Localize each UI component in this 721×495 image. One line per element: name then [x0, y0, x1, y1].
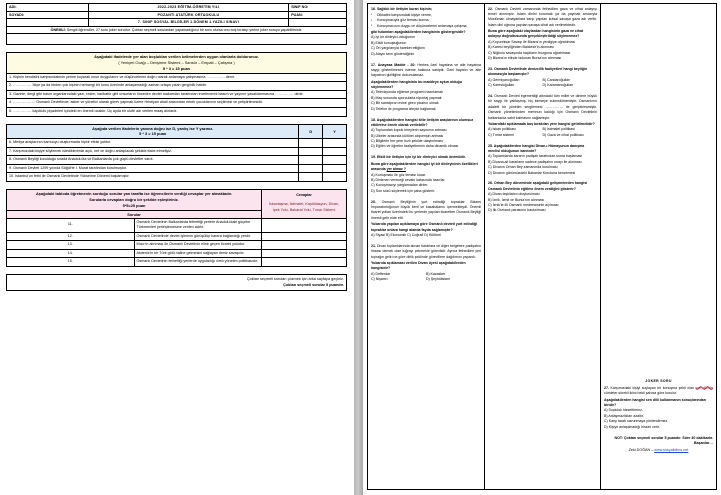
q22-option-c[interactable]: C) Niğbolu savaşında haçlıların bozguna uğratılması	[488, 50, 571, 55]
q16-bullets	[371, 13, 481, 29]
exam-header-table	[6, 3, 347, 45]
q16-option-b[interactable]: B) Etkili konuştuğunun	[371, 40, 407, 45]
q24-option-d[interactable]: D) Gaza ve cihat politikası	[542, 132, 584, 137]
q19-option-d[interactable]: D) Son sözü söylemek için çaba gösterir.	[371, 188, 436, 193]
exam-title: 7. SINIF SOSYAL BİLGİLER 1.DÖNEM 1.YAZILI SINAVI	[88, 19, 289, 26]
q21-option-a[interactable]: A) Defterdar	[371, 271, 391, 276]
q16-option-a[interactable]: A) İyi bir dinleyici olduğunun	[371, 35, 416, 40]
q26-option-a[interactable]: A) Divan teşkilatını oluşturulması	[488, 192, 540, 197]
page-divider	[354, 0, 363, 495]
column-3-top-spacer	[604, 7, 713, 375]
tf-answer-y-7[interactable]	[323, 147, 347, 156]
q20-stem: Osmanlı Beyliğinin yurt edindiği topraklar Bizans İmparatorluğunun büyük kent ve kasabalarını içermekteydi. Önemli ticaret yolları üzerindeki bu yerlerde yapılan ticaretten Osmanlı Beyliği önemli gelir elde etti.	[371, 199, 481, 220]
q17-number: 17.	[371, 62, 376, 67]
q25-option-b[interactable]: B) Divana ait kararların sadece padişahın onayı ile alınması	[488, 159, 582, 164]
q18-number: 18.	[371, 117, 376, 122]
column-header-false: Y	[323, 124, 347, 139]
question-column-2	[484, 4, 600, 489]
q27-option-d[interactable]: D) Kişiye anlaşılmadığı hissini verir.	[604, 424, 660, 429]
q18-option-c[interactable]: C) Bilgilerin her yere hızlı şekilde ulaştırılması	[371, 139, 443, 144]
q21-option-b[interactable]: B) Kazasker	[426, 271, 446, 276]
author-name: Zeki DOĞAN	[628, 448, 651, 453]
question-18	[371, 118, 481, 150]
q23-number: 23.	[488, 66, 493, 71]
spacer-2	[6, 117, 347, 124]
q19-lead: Buna göre aşağıdakilerden hangisi iyi bir dinleyicinin özellikleri arasında	[371, 161, 478, 172]
q19-option-c[interactable]: C) Konuşmacıyı yarglamadan dinler.	[371, 183, 429, 188]
match-row-answer-14[interactable]	[262, 249, 347, 258]
match-row-answer-15[interactable]	[262, 258, 347, 267]
true-false-header	[7, 124, 299, 139]
fill-item-4[interactable]: 4. ……………… Osmanlı Devletinde, asker ve yönetici olarak görev yapmak üzere Hristiyan ahali arasından erkek çocuklarının seçilmesi ve yetiştirilmesidir.	[7, 99, 347, 108]
q24-stem: Osmanlı Devleti egemenliği altındaki tüm millet ve dinlere büyük bir saygı ile yaklaşmış, hiç kimseye zulmedilmemiştir. Osmanlının adaletli bir yönetim sergilemesi …………… ile gerçekleşmiştir. Osmanlı yönetiminden memnun kaldığı için Osmanlı Devletinin balkanlarda sabit kalmasını sağlamıştır.	[488, 93, 597, 120]
question-26	[488, 181, 597, 213]
q23-options-row-2	[488, 83, 597, 88]
match-row-no-11: 11.	[7, 218, 135, 232]
fill-in-blanks-header	[7, 53, 347, 74]
score-label: PUAN:	[289, 11, 347, 19]
question-20	[371, 200, 481, 239]
question-16	[371, 7, 481, 58]
match-row-answer-12[interactable]	[262, 232, 347, 241]
tf-item-6: 6. Medya araçlarının kamuoyu oluşturmada hiçbir etkisi yoktur.	[7, 139, 299, 148]
q21-lead: Yukarıda açıklaması verilen Divan üyesi aşağıdakilerden hangisidir?	[371, 261, 466, 271]
match-row-text-11: Osmanlı Devletinin Balkanlarda fethettiği yerlere Anadolu'daki göçebe Türkmenleri yerleştirmesine verilen addır.	[134, 218, 262, 232]
q22-number: 22.	[488, 6, 493, 11]
q16-bullet-3: ▪ Konuşmacının duygu ve düşüncelerini anlamaya çalışma	[371, 24, 481, 29]
q20-lead: Yukarıda yapılan açıklamaya göre Osmanlı devleti yurt edindiği topraklar onlara hangi alanda fayda sağlamıştır?	[371, 222, 478, 232]
q17-option-d[interactable]: D) Telefon ile programa izleyici bağlamak	[371, 106, 436, 111]
q27-option-b[interactable]: B) Anlaşmazlıkları azaltır.	[604, 413, 644, 418]
column-header-true: D	[299, 124, 323, 139]
q24-options-row-2	[488, 133, 597, 138]
fill-item-3[interactable]: 3. Gazete, dergi gibi basın organlarındaki yazı, resim, karikatür gibi unsurların önceden devlet makamları tarafından incelenerek basım ve yayının yasaklanmasına …………… denir.	[7, 90, 347, 99]
student-name-label: ADI:	[7, 4, 89, 12]
q26-lead: Orhan Bey döneminde aşağıdaki gelişmelerden hangisi Osmanlı Devletinin eğitime önem verdiğini gösterir?	[488, 181, 588, 191]
tf-answer-d-9[interactable]	[299, 164, 323, 173]
website-url[interactable]: www.sosyalbilms.net	[654, 448, 689, 453]
matching-title-line1: Aşağıdaki tabloda öğretmenin sorduğu sorular yan tarafta ise öğrencilerin verdiği cevaplar yer almaktadır.	[35, 190, 233, 196]
q17-lead: Aşağıdakilerden hangisinin bu maddeye aykırı olduğu söylenemez?	[371, 79, 462, 90]
question-17	[371, 63, 481, 113]
q27-number: 27.	[604, 385, 609, 390]
q23-lead: Osmanlı Devletinde denizcilik faaliyetleri hangi beyliğin alınmasıyla başlamıştır?	[488, 66, 588, 77]
fill-item-5[interactable]: 5. …………… kapıkulu piyadeleri içindeki en önemli ocaktır. Üç ayda bir ulufe adı verilen maaş alırlardı.	[7, 107, 347, 116]
q22-option-b[interactable]: B) Karesi beyliğinden Balıkesir'in alınması	[488, 45, 554, 50]
fill-in-blanks-section	[6, 52, 347, 116]
tf-item-10: 10. İstanbul'un fethi ile Osmanlı Devletinde Yükselme Dönemi başlamıştır.	[7, 173, 299, 182]
match-row-no-14: 14.	[7, 249, 135, 258]
q25-option-a[interactable]: A) Toplantılarda kararın padişah tarafından sonra başlaması	[488, 154, 583, 159]
joker-question-title: JOKER SORU	[645, 378, 672, 383]
true-false-points: 5 * 3 = 15 puan	[139, 131, 167, 137]
q26-option-b[interactable]: B) İznik, İzmit ve Bursa'nın alınması	[488, 197, 545, 202]
q26-number: 26.	[488, 181, 493, 186]
question-22	[488, 7, 597, 62]
questions-column-header: Sorular	[7, 210, 262, 218]
tf-item-8: 8. Osmanlı Beyliği kurulduğu sırada Anadolu'da ve Balkanlarda çok güçlü devletler vardı.	[7, 156, 299, 165]
q18-option-a[interactable]: A) Toplumdan kopuk bireylerin sayısının artması	[371, 128, 447, 133]
q25-number: 25.	[488, 143, 493, 148]
q20-options-inline[interactable]: A) Siyasi B) Ekonomik C) Coğrafi D) Kültürel	[371, 232, 441, 237]
matching-section	[6, 189, 347, 267]
tf-answer-y-6[interactable]	[323, 139, 347, 148]
academic-year: 2022-2023 EĞİTİM-ÖĞRETİM YILI	[88, 4, 289, 12]
q17-option-c[interactable]: C) Bir sanatçının evine giren çıkanın olmak	[371, 101, 439, 106]
matching-header	[7, 189, 262, 210]
q22-option-d[interactable]: D) Bizans'ın elinde bulunan Bursa'nın alınması	[488, 56, 562, 61]
q24-option-b[interactable]: B) İstimalet politikası	[542, 127, 576, 132]
q25-option-c[interactable]: C) Divanın Orhan Bey zamanında kurulması	[488, 165, 558, 170]
q20-number: 20.	[371, 199, 376, 204]
match-row-answer-13[interactable]	[262, 241, 347, 250]
q21-option-c[interactable]: C) Nişancı	[371, 277, 388, 282]
footer-points-note: Çoktan seçmeli sorular 5 puandır.	[283, 283, 344, 288]
q16-bullet-1: ▪ Dikkatini karşısındaki kişiye verme,	[371, 13, 481, 18]
question-27	[604, 379, 713, 431]
author-signature	[604, 448, 713, 454]
q27-lead: Aşağıdakilerden hangisi sen dilli kullanmanın sonuçlarından biridir?	[604, 397, 706, 408]
left-page	[0, 0, 353, 495]
q23-option-b[interactable]: B) Candaroğulları	[542, 77, 571, 82]
match-row-text-12: Osmanlı Devletinde devlet işlerinin görüşülüp karara bağlandığı yerdir.	[134, 232, 262, 241]
q25-option-d[interactable]: D) Divanın günümüzdeki Bakanlar Kuruluna benzemesi	[488, 170, 576, 175]
fill-item-1[interactable]: 1. Kişinin kendisini karşısındakinin yerine koyarak onun duygularını ve düşüncelerini doğru olarak anlamaya çalışmasına …………… denir.	[7, 73, 347, 82]
q23-option-c[interactable]: C) Karesioğulları	[488, 83, 515, 88]
question-25	[488, 144, 597, 176]
important-text: Sevgili öğrenciler, 27 soru joker sorudur. Çoktan seçmeli sorulardan yapamadığınız bir soru olursa onu boş bırakıp yerine joker soruyu yapabilirsiniz.	[66, 27, 303, 32]
q26-option-d[interactable]: D) İlk Osmanlı parasının bastırılması	[488, 208, 546, 213]
q23-option-d[interactable]: D) Karamanoğulları	[542, 83, 574, 88]
score-blank	[289, 19, 347, 26]
class-no-label: SINIF NO:	[289, 4, 347, 12]
important-note	[7, 26, 347, 33]
q16-bullet-2: ▪ Konuşmacıyla göz teması kurma,	[371, 18, 481, 23]
matching-title-line2: Sorularla cevapları doğru bir şekilde eşleştiriniz.	[89, 196, 179, 202]
spacer-1	[6, 45, 347, 52]
q24-option-a[interactable]: A) İskan politikası	[488, 127, 516, 132]
q18-option-b[interactable]: B) Ülkeler arasında kültürel alışverişin artması	[371, 133, 444, 138]
q17-stem: Herkes özel hayatına ve aile hayatına saygı gösterilmesini isteme hakkına sahiptir. Özel hayatın ve aile hayatının gizliliğine dokunulamaz.	[371, 62, 481, 78]
q24-lead: Yukarıdaki açıklamada boş bırakılan yere hangisi getirilmelidir?	[488, 121, 595, 126]
q25-lead: Aşağıdakilerden hangisi Divan-ı Hümayunun danışma meclisi olduğunun kanıtıdır?	[488, 143, 585, 153]
q21-options-row-2	[371, 277, 481, 282]
q16-lead: gibi tutumları aşağıdakilerden hangisinin göstergesidir?	[371, 30, 466, 35]
answers-column-header: Cevaplar	[296, 193, 312, 198]
question-23	[488, 67, 597, 89]
tf-answer-d-8[interactable]	[299, 156, 323, 165]
question-column-1	[368, 4, 484, 489]
q27-option-c[interactable]: C) Karşı tarafı savunmaya yönlendirmez.	[604, 419, 669, 424]
q27-option-a[interactable]: A) Suçluluk hissettirmez.	[604, 408, 643, 413]
match-row-text-14: Akdeniz'in bir Türk gölü haline gelmesini sağlayan deniz savaşıdır.	[134, 249, 262, 258]
left-footer-box	[6, 274, 347, 291]
right-page	[363, 0, 721, 495]
q27-stem-emphasis: sen dilinde	[695, 385, 713, 390]
match-row-text-13: Mısır'ın alınması ile Osmanlı Devletinin eline geçen ticaret yoludur.	[134, 241, 262, 250]
q16-number: 16.	[371, 6, 376, 11]
fill-in-blanks-points: 5 * 3 = 15 puan	[162, 65, 191, 71]
fill-in-blanks-title: Aşağıdaki ifadelerde yer alan boşlukları verilen kelimelerden uygun olanlarla doldurunuz.	[94, 54, 259, 60]
matching-points: 5*5=25 puan	[122, 202, 146, 208]
match-row-no-13: 13.	[7, 241, 135, 250]
questions-columns	[367, 3, 717, 490]
q17-option-a[interactable]: A) Televizyonda eğlence programı hazırlamak	[371, 90, 443, 95]
exam-note: NOT: Çoktan seçmeli sorular 5 puandır. Süre 40 dakikadır. Başarılar…	[614, 435, 713, 445]
question-19	[371, 155, 481, 194]
q17-stem-bold: Anayasa Madde - 20:	[377, 62, 416, 67]
q17-option-b[interactable]: B) Maç sonunda sporcularla röportaj yapmak	[371, 95, 442, 100]
q21-stem: Divan toplantılarında alınan kararlara ve diğer belgelere padişahın imzası demek olan tuğrayı çekmekle görevlidir. Ayrıca fethedilen yeri toprağın geliri ne göre dirlik şeklinde görevlilere dağıtımını yapardı.	[371, 243, 481, 259]
match-row-no-15: 15.	[7, 258, 135, 267]
q18-option-d[interactable]: D) Eğitim ve öğretim faaliyetlerinin daha dinamik olması	[371, 144, 459, 149]
q18-lead: Aşağıdakilerden hangisi kitle iletişim araçlarının olumsuz etkilerine örnek olarak verilebilir?	[371, 117, 474, 127]
tf-item-9: 9. Osmanlı Devleti 1299 yılında Söğüt'te I. Murat tarafından kurulmuştur.	[7, 164, 299, 173]
tf-answer-d-7[interactable]	[299, 147, 323, 156]
word-bank: ( Yeniçeri Ocağı – Devşirme Sistemi – Sansür – Empati – Çatışma )	[118, 60, 235, 66]
true-false-section	[6, 124, 347, 182]
q23-option-a[interactable]: A) Germiyanoğulları	[488, 77, 520, 82]
q26-option-c[interactable]: C) İznik'te ilk Osmanlı medresesinin açılması	[488, 203, 559, 207]
q19-number: 19.	[371, 155, 376, 160]
q21-option-d[interactable]: D) Şeyhülislam	[426, 277, 450, 282]
q16-stem: Sağlıklı bir iletişim kuran kişinin;	[376, 6, 433, 11]
spacer-4	[6, 267, 347, 274]
tf-answer-y-10[interactable]	[323, 173, 347, 182]
important-prefix: ÖNEMLİ:	[50, 27, 66, 32]
q19-option-a[interactable]: A) Konuşmacı ile göz teması kurar.	[371, 172, 426, 177]
tf-answer-y-8[interactable]	[323, 156, 347, 165]
q27-stem-rest: cümleler sürekli ikinci tekil şahısa göre kurulur.	[604, 391, 677, 396]
q22-option-a[interactable]: A) Koyunhisar Savaşı ile Bizans'ın yenilgiye uğratılması	[488, 39, 576, 44]
left-footer	[7, 274, 347, 290]
q19-stem: Etkili bir iletişim için iyi bir dinleyici olmak önemlidir.	[376, 155, 466, 160]
header-spacer	[7, 34, 347, 45]
answers-column	[262, 189, 347, 218]
match-row-answer-11[interactable]	[262, 218, 347, 232]
question-21	[371, 244, 481, 283]
q24-option-c[interactable]: C) Tımar sistemi	[488, 132, 514, 137]
answers-word-list: İskanlaşma, İstimalet, Kapitülasyon, Divan, İpek Yolu, Baharat Yolu, Tımar Sistemi	[268, 202, 340, 213]
fill-item-2[interactable]: 2. …………… İkiye ya da birden çok kişinin herhangi bir konu üzerinde anlaşamadığı zaman ortaya çıkan gerginlik halidir.	[7, 82, 347, 91]
tf-answer-y-9[interactable]	[323, 164, 347, 173]
q24-number: 24.	[488, 93, 493, 98]
footer-turn-page-note: Çoktan seçmeli soruları çözmek için arka sayfaya geçiniz.	[246, 276, 344, 281]
q21-number: 21.	[371, 243, 376, 248]
q22-stem: Osmanlı Devleti zamanında fethedilen gaza ve cihat anlayışı temel alınmıştır. İslam dinini korumak ya da yaymak amacıyla Müslüman olmayanlara karşı yapılan kutsal savaşa gaza adı verilir. İslam dini uğruna yapılan savaşa cihat adı verilmektedir.	[488, 6, 597, 27]
q16-option-c[interactable]: C) Ön yargılarıyla hareket ettiğinin	[371, 46, 425, 51]
tf-item-7: 7. Karşımızdaki kişiye söylemek istediklerimizi açık, net ve doğru anlaşılacak şekilde ifade etmeliyiz.	[7, 147, 299, 156]
school-name: POZANTI ATATÜRK ORTAOKULU	[88, 11, 289, 19]
question-24	[488, 94, 597, 138]
q19-lead-emphasis: yer almaz ?	[386, 167, 406, 172]
question-column-3	[600, 4, 716, 489]
match-row-no-12: 12.	[7, 232, 135, 241]
signature-dash: –	[650, 448, 655, 453]
spacer-3	[6, 182, 347, 189]
q22-lead: Buna göre aşağıdaki olaylardan hangisinin gaza ve cihat anlayışı doğrultusunda gerçekleştirildiği söylenemez?	[488, 29, 584, 39]
q19-option-b[interactable]: B) Dinlenen vereceği cevabı kafasında hazırlar.	[371, 177, 446, 182]
name-blank	[7, 19, 89, 26]
q27-stem: Karşımızdaki kişiyi suçlayan bir konuşma şekli olan	[610, 385, 694, 390]
match-row-text-15: Osmanlı Devletinin fethettiği yerlerde uyguladığı ılımlı yönetim politikasıdır.	[134, 258, 262, 267]
true-false-title: Aşağıda verilen ifadelerin yanına doğru ise D, yanlış ise Y yazınız.	[92, 125, 214, 131]
q16-option-d[interactable]: D) Alaycı tavrı gösterdiğinin	[371, 51, 415, 56]
tf-answer-d-10[interactable]	[299, 173, 323, 182]
student-surname-label: SOYADI:	[7, 11, 89, 19]
tf-answer-d-6[interactable]	[299, 139, 323, 148]
